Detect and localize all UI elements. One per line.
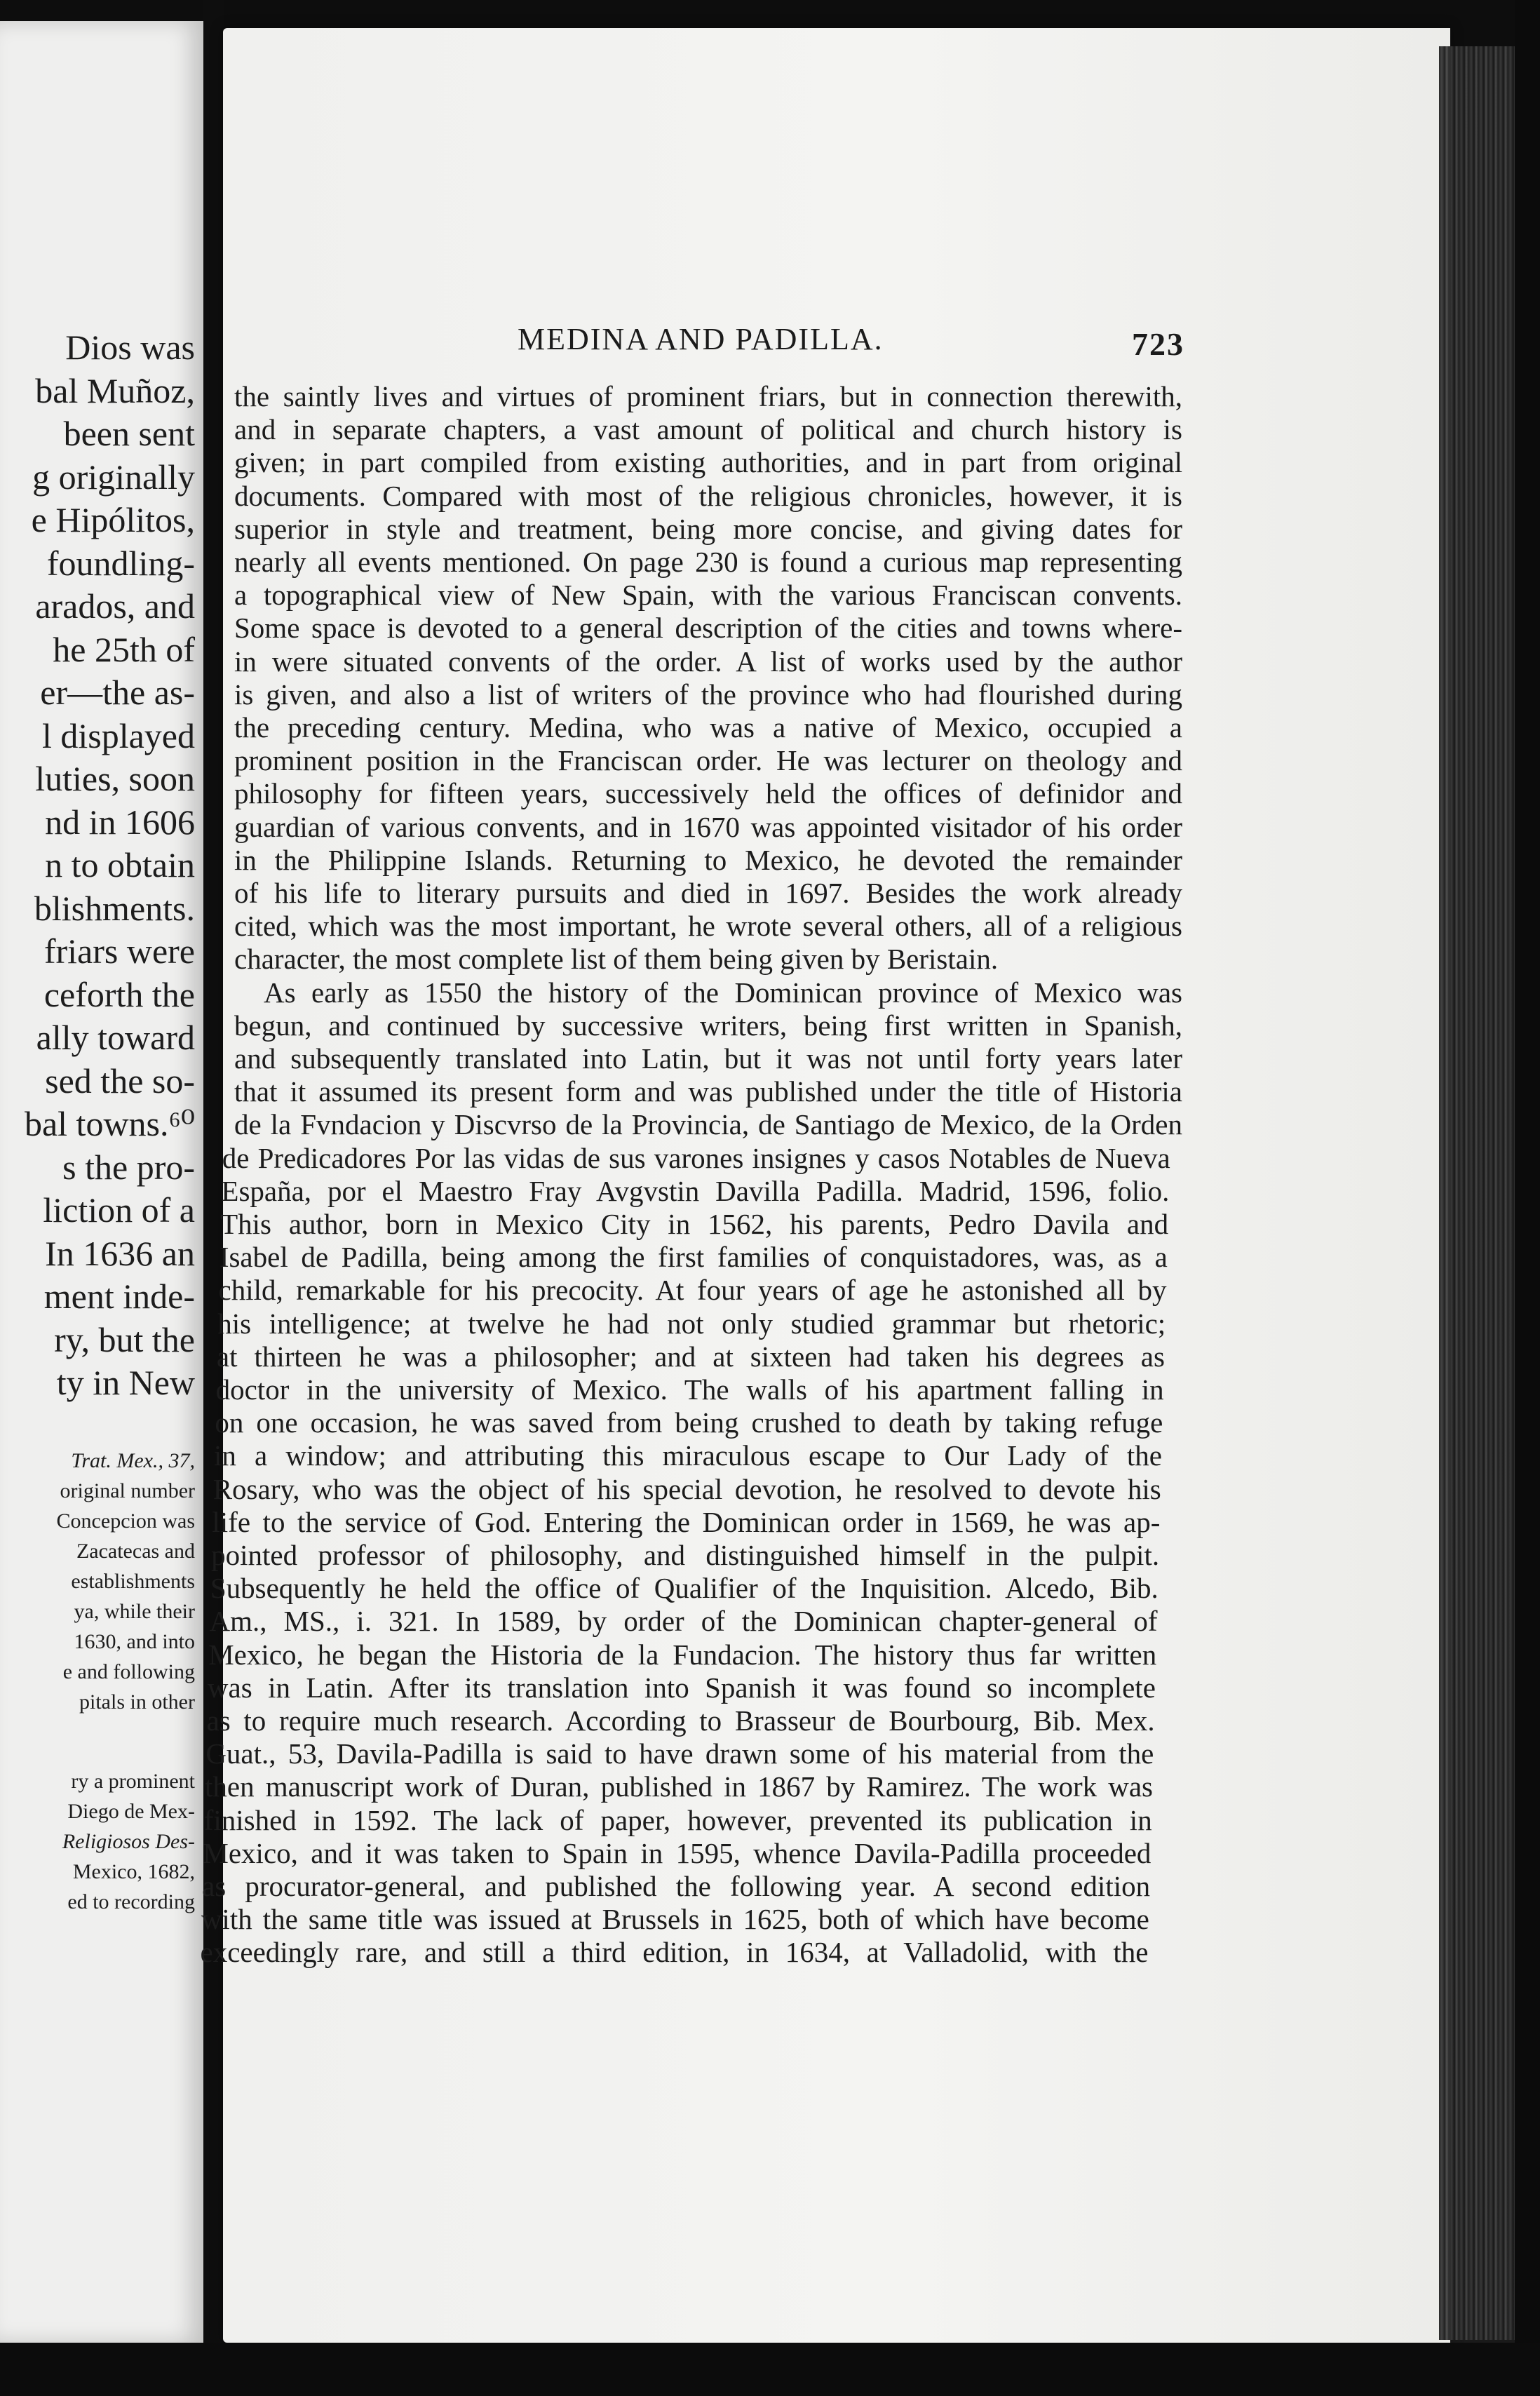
text-line: nearly all events mentioned. On page 230 is found a curious map representing: [234, 546, 1182, 578]
left-page-line: ty in New: [56, 1363, 195, 1402]
left-page-line: In 1636 an: [45, 1233, 195, 1273]
left-page-line: ry a prominent: [71, 1769, 195, 1793]
text-line: in were situated convents of the order. A list of works used by the author: [234, 645, 1182, 678]
text-line: pointed professor of philosophy, and distinguished himself in the pulpit.: [211, 1539, 1160, 1571]
left-page-line: sed the so-: [45, 1061, 195, 1101]
text-line: exceedingly rare, and still a third edition, in 1634, at Valladolid, with the: [200, 1936, 1149, 1969]
text-line: that it assumed its present form and was published under the title of Historia: [234, 1075, 1182, 1108]
text-line: and in separate chapters, a vast amount of political and church history is: [234, 413, 1182, 446]
left-page-line: establishments: [71, 1569, 195, 1593]
text-line: life to the service of God. Entering the Dominican order in 1569, he was ap-: [212, 1505, 1161, 1538]
left-page-line: 1630, and into: [74, 1629, 195, 1653]
body-text: [200, 28, 1188, 2343]
left-page-line: pitals in other: [79, 1690, 195, 1714]
text-line: in the Philippine Islands. Returning to Mexico, he devoted the remainder: [234, 843, 1182, 876]
text-line: the saintly lives and virtues of prominent friars, but in connection therewith,: [234, 380, 1182, 412]
left-page-line: Trat. Mex., 37,: [71, 1448, 195, 1472]
text-line: Rosary, who was the object of his special devotion, he resolved to devote his: [212, 1472, 1161, 1505]
text-line: Subsequently he held the office of Qualifier of the Inquisition. Alcedo, Bib.: [210, 1572, 1159, 1605]
text-line: de la Fvndacion y Discvrso de la Provincia, de Santiago de Mexico, de la Orden: [234, 1108, 1182, 1141]
text-line: documents. Compared with most of the religious chronicles, however, it is: [234, 479, 1182, 512]
text-line: his intelligence; at twelve he had not only studied grammar but rhetoric;: [217, 1307, 1166, 1340]
left-page-line: Diego de Mex-: [67, 1799, 195, 1823]
text-line: cited, which was the most important, he wrote several others, all of a religious: [234, 910, 1182, 943]
text-line: and subsequently translated into Latin, but it was not until forty years later: [234, 1042, 1182, 1075]
text-line: Mexico, he began the Historia de la Fundacion. The history thus far written: [208, 1638, 1157, 1671]
text-line: as to require much research. According to Brasseur de Bourbourg, Bib. Mex.: [206, 1704, 1155, 1737]
text-line: of his life to literary pursuits and died in 1697. Besides the work already: [234, 877, 1182, 909]
left-page-line: bal towns.⁶⁰: [24, 1104, 195, 1143]
text-line: as procurator-general, and published the following year. A second edition: [202, 1870, 1151, 1902]
left-page-line: e and following: [62, 1660, 195, 1683]
text-line: given; in part compiled from existing authorities, and in part from original: [234, 446, 1182, 479]
text-line: on one occasion, he was saved from being crushed to death by taking refuge: [215, 1406, 1163, 1439]
left-page-line: Concepcion was: [56, 1509, 195, 1533]
left-page-line: n to obtain: [45, 845, 195, 884]
left-page-line: ry, but the: [54, 1319, 195, 1359]
left-page-line: Mexico, 1682,: [72, 1859, 195, 1883]
left-page-line: luties, soon: [35, 759, 195, 798]
text-line: is given, and also a list of writers of the province who had flourished during: [234, 678, 1182, 711]
text-line: Am., MS., i. 321. In 1589, by order of the Dominican chapter-general of: [209, 1605, 1158, 1638]
running-head: MEDINA AND PADILLA.: [518, 322, 884, 356]
text-line: prominent position in the Franciscan order. He was lecturer on theology and: [234, 744, 1182, 777]
left-page-line: Dios was: [65, 328, 195, 367]
left-page-line: ya, while their: [74, 1599, 195, 1623]
text-line: finished in 1592. The lack of paper, however, prevented its publication in: [203, 1803, 1152, 1836]
left-page-line: ed to recording: [67, 1890, 195, 1913]
text-line: guardian of various convents, and in 1670 was appointed visitador of his order: [234, 810, 1182, 843]
text-line: begun, and continued by successive writers, being first written in Spanish,: [234, 1009, 1182, 1042]
left-page-line: friars were: [43, 931, 195, 971]
text-line: Some space is devoted to a general description of the cities and towns where-: [234, 612, 1182, 645]
previous-page-fragment: [0, 21, 203, 2343]
text-line: philosophy for fifteen years, successively held the offices of definidor and: [234, 777, 1182, 810]
left-page-line: original number: [60, 1479, 195, 1502]
left-page-line: ally toward: [36, 1018, 195, 1057]
text-line: Mexico, and it was taken to Spain in 1595, whence Davila-Padilla proceeded: [203, 1836, 1151, 1869]
left-page-line: l displayed: [41, 715, 195, 755]
left-page-line: Zacatecas and: [76, 1539, 195, 1563]
text-line: in a window; and attributing this miraculous escape to Our Lady of the: [214, 1439, 1162, 1472]
text-line: at thirteen he was a philosopher; and at sixteen had taken his degrees as: [216, 1340, 1165, 1373]
text-line: superior in style and treatment, being more concise, and giving dates for: [234, 512, 1182, 545]
text-line: then manuscript work of Duran, published in 1867 by Ramirez. The work was: [205, 1770, 1153, 1803]
left-page-line: Religiosos Des-: [62, 1829, 195, 1853]
left-page-line: ment inde-: [43, 1277, 195, 1316]
scan-border-right: [1515, 0, 1540, 2396]
text-line: was in Latin. After its translation into Spanish it was found so incomplete: [207, 1671, 1156, 1704]
left-page-line: g originally: [32, 457, 195, 497]
left-page-line: been sent: [63, 414, 195, 453]
left-page-line: bal Muñoz,: [35, 370, 195, 410]
text-line: the preceding century. Medina, who was a native of Mexico, occupied a: [234, 711, 1182, 743]
text-line: with the same title was issued at Brussels in 1625, both of which have become: [201, 1903, 1149, 1936]
left-page-line: arados, and: [35, 586, 195, 626]
page-number: 723: [1132, 326, 1184, 362]
current-page: [200, 28, 1450, 2343]
page-edges: [1439, 46, 1516, 2340]
text-line: Isabel de Padilla, being among the first families of conquistadores, was, as a: [219, 1241, 1168, 1274]
text-line: España, por el Maestro Fray Avgvstin Davilla Padilla. Madrid, 1596, folio.: [221, 1174, 1170, 1207]
left-page-line: ceforth the: [43, 974, 195, 1014]
left-page-line: liction of a: [43, 1190, 195, 1230]
left-page-line: blishments.: [34, 888, 195, 928]
text-line: child, remarkable for his precocity. At four years of age he astonished all by: [218, 1274, 1167, 1307]
text-line: doctor in the university of Mexico. The walls of his apartment falling in: [215, 1373, 1164, 1406]
text-line: character, the most complete list of them being given by Beristain.: [234, 943, 999, 976]
left-page-line: s the pro-: [62, 1147, 195, 1187]
text-line: Guat., 53, Davila-Padilla is said to have drawn some of his material from the: [205, 1737, 1154, 1770]
left-page-line: nd in 1606: [45, 802, 195, 842]
left-page-line: er—the as-: [40, 673, 195, 712]
left-page-line: he 25th of: [53, 629, 195, 669]
left-page-line: foundling-: [46, 543, 195, 583]
text-line: a topographical view of New Spain, with the various Franciscan convents.: [234, 579, 1182, 612]
text-line: de Predicadores Por las vidas de sus varones insignes y casos Notables de Nueva: [222, 1141, 1170, 1174]
text-line: As early as 1550 the history of the Dominican province of Mexico was: [264, 976, 1182, 1009]
scan-border-bottom: [0, 2343, 1540, 2396]
left-page-line: e Hipólitos,: [31, 500, 195, 539]
text-line: This author, born in Mexico City in 1562, his parents, Pedro Davila and: [220, 1208, 1169, 1240]
